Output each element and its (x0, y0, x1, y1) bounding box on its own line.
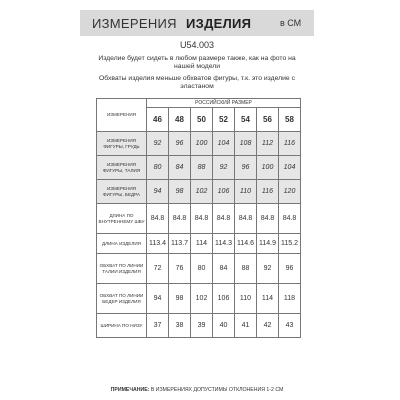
footer-note (76, 387, 318, 393)
table-cell: 114.3 (213, 234, 235, 254)
row-label: ИЗМЕРЕНИЯ ФИГУРЫ, БЕДРА (97, 180, 147, 204)
table-cell: 108 (235, 132, 257, 156)
footer-label: ПРИМЕЧАНИЕ: (110, 387, 150, 393)
table-cell: 88 (235, 254, 257, 284)
table-cell: 76 (169, 254, 191, 284)
table-cell: 92 (147, 132, 169, 156)
table-cell: 114.6 (235, 234, 257, 254)
table-header-row (97, 99, 301, 108)
table-cell: 84.8 (257, 204, 279, 234)
size-header: 52 (213, 108, 235, 132)
corner-label: ИЗМЕРЕНИЯ (97, 99, 147, 132)
size-header: 54 (235, 108, 257, 132)
table-cell: 120 (279, 180, 301, 204)
table-row (97, 284, 301, 314)
table-cell: 96 (169, 132, 191, 156)
table-cell: 80 (191, 254, 213, 284)
table-cell: 42 (257, 314, 279, 338)
table-cell: 37 (147, 314, 169, 338)
table-row (97, 156, 301, 180)
table-cell: 84.8 (169, 204, 191, 234)
size-header: 56 (257, 108, 279, 132)
table-cell: 92 (257, 254, 279, 284)
table-cell: 84.8 (191, 204, 213, 234)
table-cell: 115.2 (279, 234, 301, 254)
table-cell: 38 (169, 314, 191, 338)
table-cell: 80 (147, 156, 169, 180)
table-row (97, 180, 301, 204)
row-label: ОБХВАТ ПО ЛИНИИ БЕДЕР ИЗДЕЛИЯ (97, 284, 147, 314)
table-cell: 118 (279, 284, 301, 314)
table-cell: 106 (213, 180, 235, 204)
table-cell: 96 (279, 254, 301, 284)
table-cell: 84 (213, 254, 235, 284)
table-cell: 114 (257, 284, 279, 314)
table-cell: 94 (147, 284, 169, 314)
table-cell: 96 (235, 156, 257, 180)
size-header: 46 (147, 108, 169, 132)
table-cell: 84.8 (147, 204, 169, 234)
table-row (97, 314, 301, 338)
elastane-note: Обхваты изделия меньше обхватов фигуры, т.к. это изделие с эластаном (99, 75, 295, 90)
table-cell: 41 (235, 314, 257, 338)
title-measurements: ИЗМЕРЕНИЯ (92, 15, 177, 31)
title-unit: в СМ (280, 18, 302, 28)
size-group-header: РОССИЙСКИЙ РАЗМЕР (147, 99, 301, 108)
table-cell: 116 (279, 132, 301, 156)
table-cell: 84.8 (279, 204, 301, 234)
table-cell: 102 (191, 284, 213, 314)
table-cell: 43 (279, 314, 301, 338)
size-chart-sheet (76, 0, 318, 400)
row-label: ИЗМЕРЕНИЯ ФИГУРЫ, ТАЛИЯ (97, 156, 147, 180)
table-cell: 112 (257, 132, 279, 156)
table-cell: 113.7 (169, 234, 191, 254)
table-cell: 104 (279, 156, 301, 180)
row-label: ШИРИНА ПО НИЗУ (97, 314, 147, 338)
table-cell: 114 (191, 234, 213, 254)
fit-note: Изделие будет сидеть в любом размере также, как на фото на нашей модели (98, 55, 296, 70)
row-label: ДЛИНА ИЗДЕЛИЯ (97, 234, 147, 254)
table-cell: 94 (147, 180, 169, 204)
table-cell: 110 (235, 284, 257, 314)
title-bar (80, 10, 314, 36)
table-row (97, 254, 301, 284)
table-cell: 98 (169, 180, 191, 204)
table-cell: 116 (257, 180, 279, 204)
table-cell: 84.8 (213, 204, 235, 234)
size-header: 50 (191, 108, 213, 132)
size-header: 58 (279, 108, 301, 132)
table-row (97, 132, 301, 156)
table-cell: 92 (213, 156, 235, 180)
table-cell: 102 (191, 180, 213, 204)
article-number: U54.003 (179, 40, 215, 50)
table-cell: 84 (169, 156, 191, 180)
table-cell: 104 (213, 132, 235, 156)
title-item: ИЗДЕЛИЯ (186, 15, 252, 31)
row-label: ОБХВАТ ПО ЛИНИИ ТАЛИИ ИЗДЕЛИЯ (97, 254, 147, 284)
table-cell: 100 (257, 156, 279, 180)
table-cell: 88 (191, 156, 213, 180)
table-cell: 114.9 (257, 234, 279, 254)
table-cell: 100 (191, 132, 213, 156)
table-cell: 39 (191, 314, 213, 338)
table-cell: 72 (147, 254, 169, 284)
table-row (97, 234, 301, 254)
table-cell: 84.8 (235, 204, 257, 234)
table-cell: 106 (213, 284, 235, 314)
table-cell: 110 (235, 180, 257, 204)
row-label: ИЗМЕРЕНИЯ ФИГУРЫ, ГРУДЬ (97, 132, 147, 156)
row-label: ДЛИНА ПО ВНУТРЕННЕМУ ШВУ (97, 204, 147, 234)
footer-text: В ИЗМЕРЕНИЯХ ДОПУСТИМЫ ОТКЛОНЕНИЯ 1-2 СМ (150, 387, 284, 393)
size-header: 48 (169, 108, 191, 132)
table-cell: 113.4 (147, 234, 169, 254)
size-table (96, 98, 301, 338)
table-cell: 40 (213, 314, 235, 338)
table-row (97, 204, 301, 234)
table-cell: 98 (169, 284, 191, 314)
